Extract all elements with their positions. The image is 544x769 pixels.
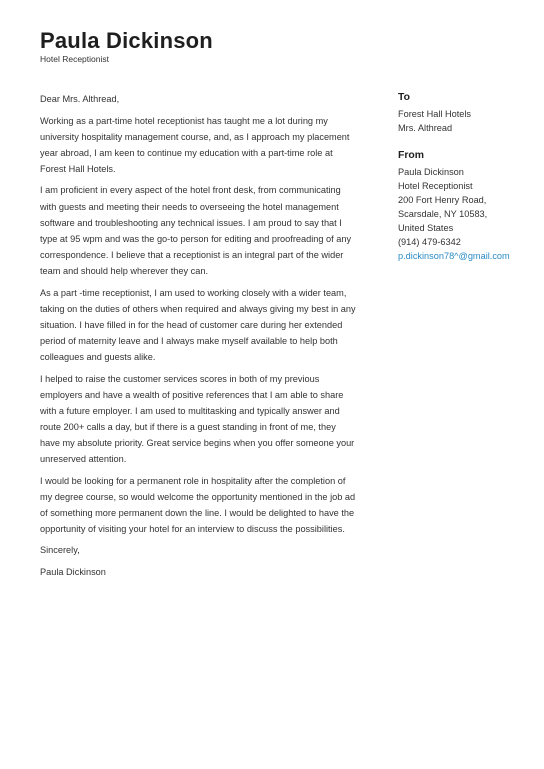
sender-block [398,148,533,263]
letter-paragraph-3: As a part -time receptionist, I am used to working closely with a wider team, taking on the duties of others when required and always giving my best in any situation. I have filled in for the head of customer care during her extended period of maternity leave and I always make myself available to help both colleagues and guests alike. [40,287,356,362]
sender-address-line1: 200 Fort Henry Road, [398,195,487,205]
letter-paragraph-2: I am proficient in every aspect of the hotel front desk, from communicating with guests and meeting their needs to overseeing the hotel management software and troubleshooting any technical issues. I am proud to say that I type at 95 wpm and was the go-to person for editing and proofreading of any correspondence. I believe that a receptionist is an integral part of the wider team and should help wherever they can. [40,185,352,276]
letter-paragraph-1: Working as a part-time hotel receptionist has taught me a lot during my university hospitality management course, and, as I approach my placement year abroad, I am keen to continue my education with a part-time role at Forest Hall Hotels. [40,115,350,174]
applicant-name: Paula Dickinson [40,28,213,53]
sender-title: Hotel Receptionist [398,181,473,191]
sender-address-line2: Scarsdale, NY 10583, [398,209,488,219]
signature: Paula Dickinson [40,567,106,578]
sender-name: Paula Dickinson [398,167,464,177]
recipient-contact: Mrs. Althread [398,123,453,133]
closing: Sincerely, [40,545,80,556]
salutation: Dear Mrs. Althread, [40,94,120,104]
letter-body [40,91,356,586]
recipient-block [398,90,533,135]
letter-paragraph-4: I helped to raise the customer services scores in both of my previous employers and have a wealth of positive references that I am able to share with a future employer. I am used to multitasking and typically answer and route 200+ calls a day, but if there is a guest standing in front of me, they have my absolute priority. Great service begins when you offer someone your unreserved attention. [40,373,355,464]
recipient-company: Forest Hall Hotels [398,109,472,119]
applicant-title: Hotel Receptionist [40,54,109,64]
sender-heading: From [398,150,424,161]
letter-paragraph-5: I would be looking for a permanent role in hospitality after the completion of my degree course, so would welcome the opportunity mentioned in the job ad of something more permanent down the line. I would be delighted to have the opportunity of visiting your hotel for an interview to discuss the possibilities. [40,475,356,534]
sender-phone: (914) 479-6342 [398,237,461,247]
sidebar [398,90,533,276]
sender-country: United States [398,223,454,233]
sender-email-link[interactable]: p.dickinson78^@gmail.com [398,251,510,261]
recipient-heading: To [398,92,410,103]
